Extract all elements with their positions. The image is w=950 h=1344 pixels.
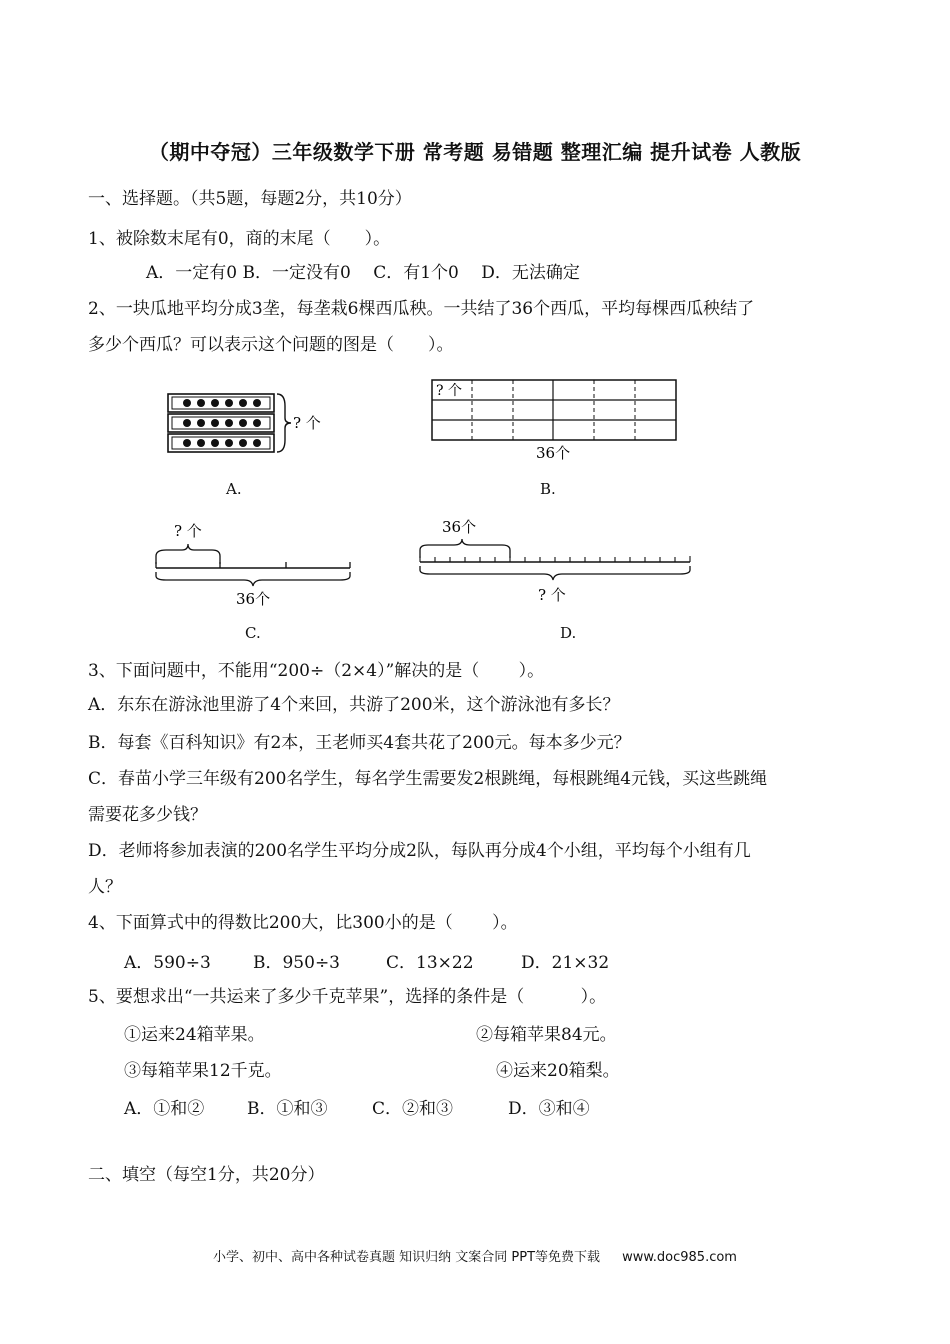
figure-c: [150, 518, 360, 612]
q5-option-c: C．②和③: [372, 1099, 454, 1119]
q3-option-d-line2: 人？: [88, 877, 122, 897]
figure-d-label: D.: [560, 624, 577, 642]
q5-option-a: A．①和②: [124, 1099, 205, 1119]
q1-stem: 1、被除数末尾有0，商的末尾（ ）。: [88, 229, 391, 249]
figure-a: [165, 388, 345, 460]
figure-d: [412, 512, 697, 608]
figure-a-label: A.: [226, 480, 242, 498]
figure-c-total: 36个: [236, 590, 271, 608]
q4-option-c: C．13×22: [386, 953, 474, 973]
q5-condition-3: ③每箱苹果12千克。: [124, 1061, 282, 1081]
figure-c-question: ? 个: [174, 522, 202, 540]
figure-b-question: ? 个: [436, 383, 462, 399]
footer-text: 小学、初中、高中各种试卷真题 知识归纳 文案合同 PPT等免费下载: [213, 1250, 601, 1265]
figure-d-top: 36个: [442, 518, 477, 536]
figure-b: [428, 376, 683, 466]
q3-option-c-line1: C．春苗小学三年级有200名学生，每名学生需要发2根跳绳，每根跳绳4元钱，买这些跳绳: [88, 769, 768, 789]
q3-stem: 3、下面问题中，不能用“200÷（2×4）”解决的是（ ）。: [88, 661, 545, 681]
q5-condition-1: ①运来24箱苹果。: [124, 1025, 265, 1045]
q5-stem: 5、要想求出“一共运来了多少千克苹果”，选择的条件是（ ）。: [88, 987, 607, 1007]
q1-options: A．一定有0 B．一定没有0 C．有1个0 D．无法确定: [146, 263, 580, 283]
q4-stem: 4、下面算式中的得数比200大，比300小的是（ ）。: [88, 913, 518, 933]
q5-condition-2: ②每箱苹果84元。: [476, 1025, 617, 1045]
figure-a-question: ? 个: [293, 414, 321, 432]
q2-stem-line2: 多少个西瓜？可以表示这个问题的图是（ ）。: [88, 335, 454, 355]
q2-stem-line1: 2、一块瓜地平均分成3垄，每垄栽6棵西瓜秧。一共结了36个西瓜，平均每棵西瓜秧结了: [88, 299, 755, 319]
q5-option-d: D．③和④: [508, 1099, 590, 1119]
q4-option-d: D．21×32: [521, 953, 610, 973]
figure-c-label: C.: [245, 624, 261, 642]
section2-heading: 二、填空（每空1分，共20分）: [88, 1165, 325, 1185]
q5-option-b: B．①和③: [247, 1099, 328, 1119]
q5-condition-4: ④运来20箱梨。: [496, 1061, 620, 1081]
q3-option-c-line2: 需要花多少钱？: [88, 805, 207, 825]
figure-b-label: B.: [540, 480, 556, 498]
section1-heading: 一、选择题。（共5题，每题2分，共10分）: [88, 189, 412, 209]
q4-option-a: A．590÷3: [124, 953, 211, 973]
footer-url[interactable]: www.doc985.com: [622, 1250, 737, 1265]
page-title: （期中夺冠）三年级数学下册 常考题 易错题 整理汇编 提升试卷 人教版: [148, 140, 802, 164]
q3-option-a: A．东东在游泳池里游了4个来回，共游了200米，这个游泳池有多长？: [88, 695, 620, 715]
q4-option-b: B．950÷3: [253, 953, 341, 973]
q3-option-b: B．每套《百科知识》有2本，王老师买4套共花了200元。每本多少元？: [88, 733, 631, 753]
figure-b-total: 36个: [536, 444, 571, 462]
page-footer: [0, 1246, 950, 1265]
figure-d-question: ? 个: [538, 586, 566, 604]
q3-option-d-line1: D．老师将参加表演的200名学生平均分成2队，每队再分成4个小组，平均每个小组有几: [88, 841, 751, 861]
